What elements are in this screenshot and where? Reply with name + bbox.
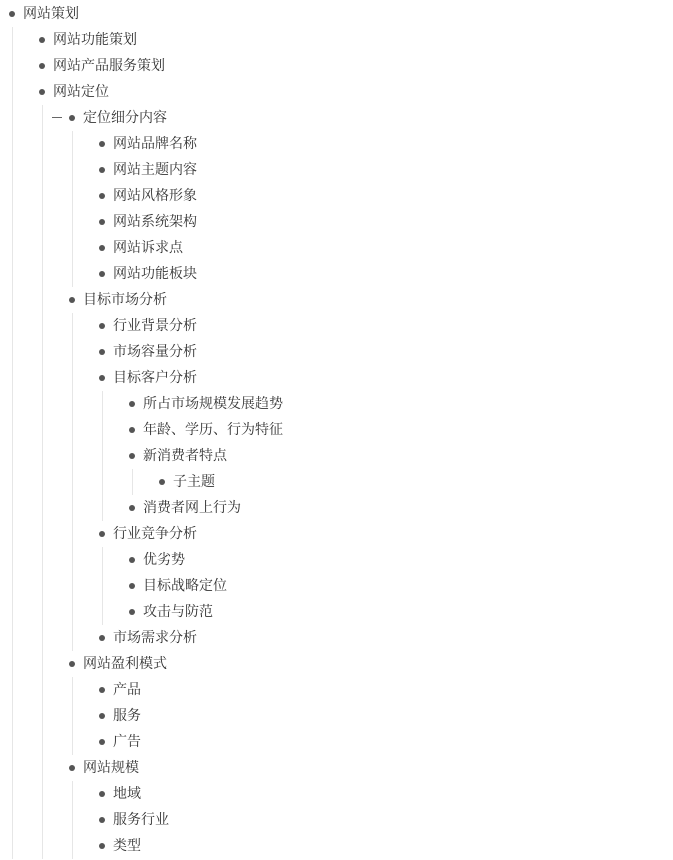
outline-node[interactable]	[99, 625, 660, 651]
bullet-icon[interactable]	[99, 349, 105, 355]
outline-node-label: 市场需求分析	[113, 630, 197, 646]
outline-node[interactable]	[69, 651, 660, 677]
outline-node-label: 新消费者特点	[143, 448, 227, 464]
outline-node-label: 网站诉求点	[113, 240, 183, 256]
outline-node-label: 优劣势	[143, 552, 185, 568]
outline-node[interactable]	[129, 547, 660, 573]
outline-node-label: 网站功能板块	[113, 266, 197, 282]
bullet-icon[interactable]	[129, 557, 135, 563]
bullet-icon[interactable]	[9, 11, 15, 17]
outline-node[interactable]	[99, 183, 660, 209]
outline-node-label: 目标战略定位	[143, 578, 227, 594]
outline-node[interactable]	[129, 417, 660, 443]
outline-node[interactable]	[129, 599, 660, 625]
bullet-icon[interactable]	[99, 531, 105, 537]
outline-guide-line	[72, 131, 73, 287]
outline-guide-line	[42, 105, 43, 859]
bullet-icon[interactable]	[99, 375, 105, 381]
outline-node[interactable]	[99, 339, 660, 365]
outline-guide-line	[72, 677, 73, 755]
outline-node[interactable]	[99, 261, 660, 287]
outline-guide-line	[72, 313, 73, 651]
outline-node-label: 类型	[113, 838, 141, 854]
outline-node-label: 服务	[113, 708, 141, 724]
bullet-icon[interactable]	[69, 661, 75, 667]
outline-node[interactable]	[99, 677, 660, 703]
bullet-icon[interactable]	[129, 453, 135, 459]
outline-node-label: 网站规模	[83, 760, 139, 776]
bullet-icon[interactable]	[69, 297, 75, 303]
outline-node[interactable]	[39, 27, 660, 53]
outline-node[interactable]	[159, 469, 660, 495]
outline-guide-line	[132, 469, 133, 495]
outline-node-label: 广告	[113, 734, 141, 750]
bullet-icon[interactable]	[99, 271, 105, 277]
outline-node-label: 年龄、学历、行为特征	[143, 422, 283, 438]
outline-node[interactable]	[99, 807, 660, 833]
outline-node-label: 网站主题内容	[113, 162, 197, 178]
outline-node-label: 网站风格形象	[113, 188, 197, 204]
outline-guide-line	[12, 27, 13, 859]
bullet-icon[interactable]	[69, 765, 75, 771]
bullet-icon[interactable]	[39, 89, 45, 95]
outline-node-label: 子主题	[173, 474, 215, 490]
outline-node-label: 所占市场规模发展趋势	[143, 396, 283, 412]
bullet-icon[interactable]	[99, 817, 105, 823]
outline-node[interactable]	[99, 313, 660, 339]
outline-node-label: 消费者网上行为	[143, 500, 241, 516]
bullet-icon[interactable]	[129, 427, 135, 433]
outline-node[interactable]	[99, 365, 660, 391]
outline-node[interactable]	[99, 833, 660, 859]
bullet-icon[interactable]	[99, 323, 105, 329]
outline-node-label: 网站产品服务策划	[53, 58, 165, 74]
outline-node-label: 行业竞争分析	[113, 526, 197, 542]
bullet-icon[interactable]	[39, 37, 45, 43]
outline-node[interactable]	[129, 495, 660, 521]
bullet-icon[interactable]	[99, 739, 105, 745]
outline-node[interactable]	[69, 105, 660, 131]
outline-node[interactable]	[129, 391, 660, 417]
bullet-icon[interactable]	[99, 843, 105, 849]
outline-node-label: 网站系统架构	[113, 214, 197, 230]
outline-node[interactable]	[39, 53, 660, 79]
outline-guide-line	[102, 547, 103, 625]
outline-node-label: 服务行业	[113, 812, 169, 828]
outline-node-label: 网站定位	[53, 84, 109, 100]
bullet-icon[interactable]	[129, 505, 135, 511]
bullet-icon[interactable]	[99, 193, 105, 199]
bullet-icon[interactable]	[99, 245, 105, 251]
bullet-icon[interactable]	[99, 635, 105, 641]
outline-node[interactable]	[99, 157, 660, 183]
outline-node[interactable]	[99, 703, 660, 729]
bullet-icon[interactable]	[129, 609, 135, 615]
bullet-icon[interactable]	[129, 401, 135, 407]
outline-node-label: 网站盈利模式	[83, 656, 167, 672]
outline-node-label: 攻击与防范	[143, 604, 213, 620]
bullet-icon[interactable]	[99, 141, 105, 147]
outline-node-label: 网站品牌名称	[113, 136, 197, 152]
outline-node[interactable]	[9, 1, 660, 27]
outline-node-label: 定位细分内容	[83, 110, 167, 126]
outline-node[interactable]	[99, 131, 660, 157]
outline-node-label: 市场容量分析	[113, 344, 197, 360]
outline-node-label: 目标客户分析	[113, 370, 197, 386]
outline-node[interactable]	[39, 79, 660, 105]
bullet-icon[interactable]	[99, 687, 105, 693]
bullet-icon[interactable]	[99, 791, 105, 797]
collapse-icon[interactable]	[52, 117, 62, 118]
outline-node[interactable]	[69, 755, 660, 781]
bullet-icon[interactable]	[99, 713, 105, 719]
bullet-icon[interactable]	[99, 219, 105, 225]
outline-node-label: 地域	[113, 786, 141, 802]
outline-guide-line	[72, 781, 73, 859]
outline-node-label: 产品	[113, 682, 141, 698]
outline-node-label: 网站策划	[23, 6, 79, 22]
outline-node[interactable]	[99, 521, 660, 547]
outline-node[interactable]	[129, 573, 660, 599]
outline-node[interactable]	[99, 209, 660, 235]
outline-node[interactable]	[99, 235, 660, 261]
bullet-icon[interactable]	[39, 63, 45, 69]
outline-guide-line	[102, 391, 103, 521]
outline-node[interactable]	[99, 729, 660, 755]
bullet-icon[interactable]	[159, 479, 165, 485]
outline-node-label: 行业背景分析	[113, 318, 197, 334]
bullet-icon[interactable]	[99, 167, 105, 173]
outline-node-label: 目标市场分析	[83, 292, 167, 308]
outline-node[interactable]	[129, 443, 660, 469]
outline-node[interactable]	[99, 781, 660, 807]
outline-node-label: 网站功能策划	[53, 32, 137, 48]
bullet-icon[interactable]	[129, 583, 135, 589]
outline-node[interactable]	[69, 287, 660, 313]
bullet-icon[interactable]	[69, 115, 75, 121]
